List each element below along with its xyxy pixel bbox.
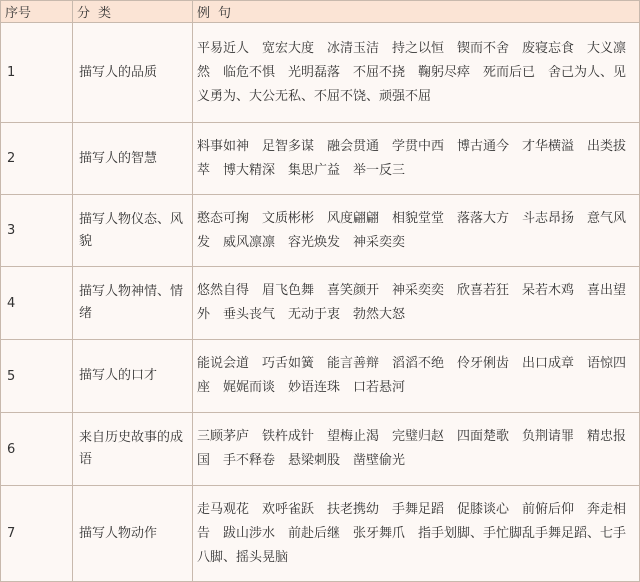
table-row <box>1 123 640 195</box>
table-row <box>1 267 640 340</box>
row-category: 来自历史故事的成语 <box>73 413 193 486</box>
row-category: 描写人物动作 <box>73 486 193 582</box>
row-examples: 平易近人 宽宏大度 冰清玉洁 持之以恒 锲而不舍 废寝忘食 大义凛然 临危不惧 光明磊落 不屈不挠 鞠躬尽瘁 死而后已 舍己为人、见义勇为、大公无私、不屈不饶、顽强不屈 <box>193 23 640 123</box>
header-category: 分类 <box>73 1 193 23</box>
row-examples: 走马观花 欢呼雀跃 扶老携幼 手舞足蹈 促膝谈心 前俯后仰 奔走相告 跋山涉水 前赴后继 张牙舞爪 指手划脚、手忙脚乱手舞足蹈、七手八脚、摇头晃脑 <box>193 486 640 582</box>
row-category: 描写人物神情、情绪 <box>73 267 193 340</box>
row-examples: 料事如神 足智多谋 融会贯通 学贯中西 博古通今 才华横溢 出类拔萃 博大精深 集思广益 举一反三 <box>193 123 640 195</box>
row-examples: 能说会道 巧舌如簧 能言善辩 滔滔不绝 伶牙俐齿 出口成章 语惊四座 娓娓而谈 妙语连珠 口若悬河 <box>193 340 640 413</box>
table-row <box>1 23 640 123</box>
row-num: 3 <box>1 195 73 267</box>
header-row <box>1 1 640 23</box>
row-examples: 悠然自得 眉飞色舞 喜笑颜开 神采奕奕 欣喜若狂 呆若木鸡 喜出望外 垂头丧气 无动于衷 勃然大怒 <box>193 267 640 340</box>
row-category: 描写人的智慧 <box>73 123 193 195</box>
table-row <box>1 195 640 267</box>
row-num: 7 <box>1 486 73 582</box>
row-examples: 三顾茅庐 铁杵成针 望梅止渴 完璧归赵 四面楚歌 负荆请罪 精忠报国 手不释卷 悬梁刺股 凿壁偷光 <box>193 413 640 486</box>
table-row <box>1 486 640 582</box>
row-category: 描写人的品质 <box>73 23 193 123</box>
row-num: 4 <box>1 267 73 340</box>
row-category: 描写人的口才 <box>73 340 193 413</box>
row-num: 6 <box>1 413 73 486</box>
table-row <box>1 413 640 486</box>
header-examples: 例句 <box>193 1 640 23</box>
header-num: 序号 <box>1 1 73 23</box>
row-examples: 憨态可掬 文质彬彬 风度翩翩 相貌堂堂 落落大方 斗志昂扬 意气风发 威风凛凛 容光焕发 神采奕奕 <box>193 195 640 267</box>
row-num: 5 <box>1 340 73 413</box>
row-category: 描写人物仪态、风貌 <box>73 195 193 267</box>
row-num: 2 <box>1 123 73 195</box>
row-num: 1 <box>1 23 73 123</box>
table-row <box>1 340 640 413</box>
